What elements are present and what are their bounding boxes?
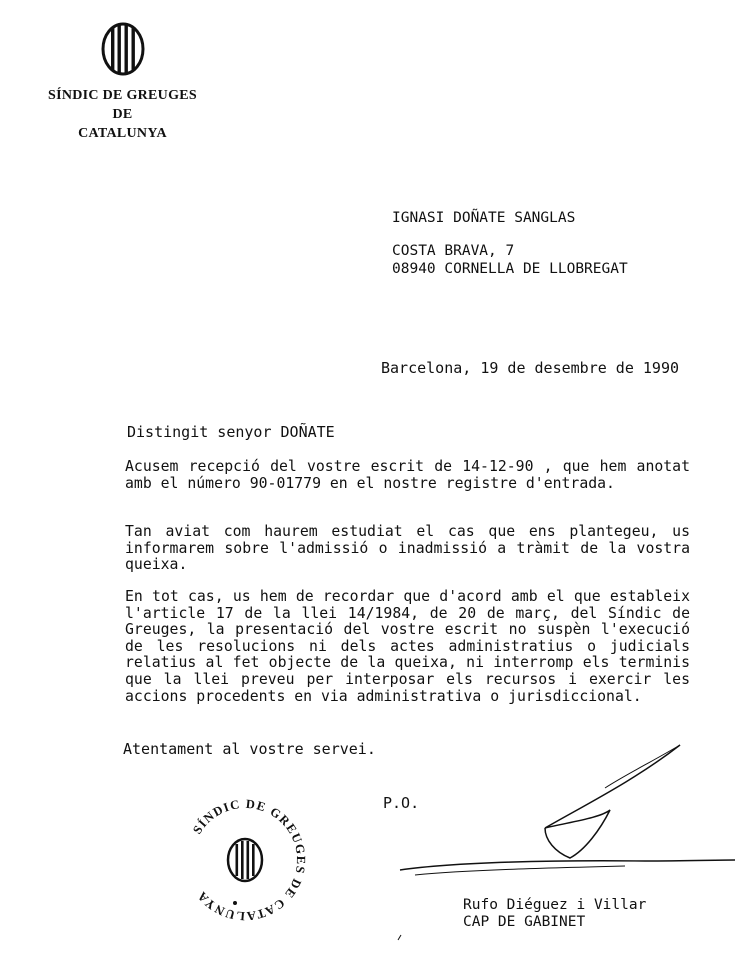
- signer-title: CAP DE GABINET: [463, 914, 586, 930]
- org-line-2: DE: [112, 107, 133, 122]
- recipient-city: 08940 CORNELLA DE LLOBREGAT: [392, 261, 628, 277]
- organization-name: [30, 86, 215, 143]
- official-stamp: [180, 795, 310, 925]
- closing-line: Atentament al vostre servei.: [123, 740, 376, 758]
- org-line-1: SÍNDIC DE GREUGES: [47, 88, 198, 103]
- body-paragraph-3: En tot cas, us hem de recordar que d'acord amb el que estableix l'article 17 de la llei 14/1984, de 20 de març, del Síndic de Greuges, la presentació del vostre escrit no suspèn l'execució de les resolucions ni dels actes administratius o judicials relatius al fet objecte de la queixa, ni interromp els terminis que la llei preveu per interposar els recursos i exercir les accions procedents en via administrativa o jurisdiccional.: [125, 588, 690, 705]
- recipient-name: IGNASI DOÑATE SANGLAS: [392, 210, 576, 226]
- recipient-street: COSTA BRAVA, 7: [392, 243, 515, 259]
- letter-date: Barcelona, 19 de desembre de 1990: [381, 359, 680, 377]
- per-order-label: P.O.: [383, 794, 420, 812]
- crest-logo: [101, 22, 145, 76]
- stamp-text: SÍNDIC DE GREUGES DE CATALUNYA: [190, 796, 309, 924]
- body-paragraph-1: Acusem recepció del vostre escrit de 14-12-90 , que hem anotat amb el número 90-01779 en el nostre registre d'entrada.: [125, 458, 690, 492]
- org-line-3: CATALUNYA: [78, 126, 167, 141]
- signer-name: Rufo Diéguez i Villar: [463, 897, 647, 913]
- salutation: Distingit senyor DOÑATE: [127, 423, 335, 441]
- body-paragraph-2: Tan aviat com haurem estudiat el cas que ens plantegeu, us informarem sobre l'admissió o inadmissió a tràmit de la vostra queixa.: [125, 523, 690, 574]
